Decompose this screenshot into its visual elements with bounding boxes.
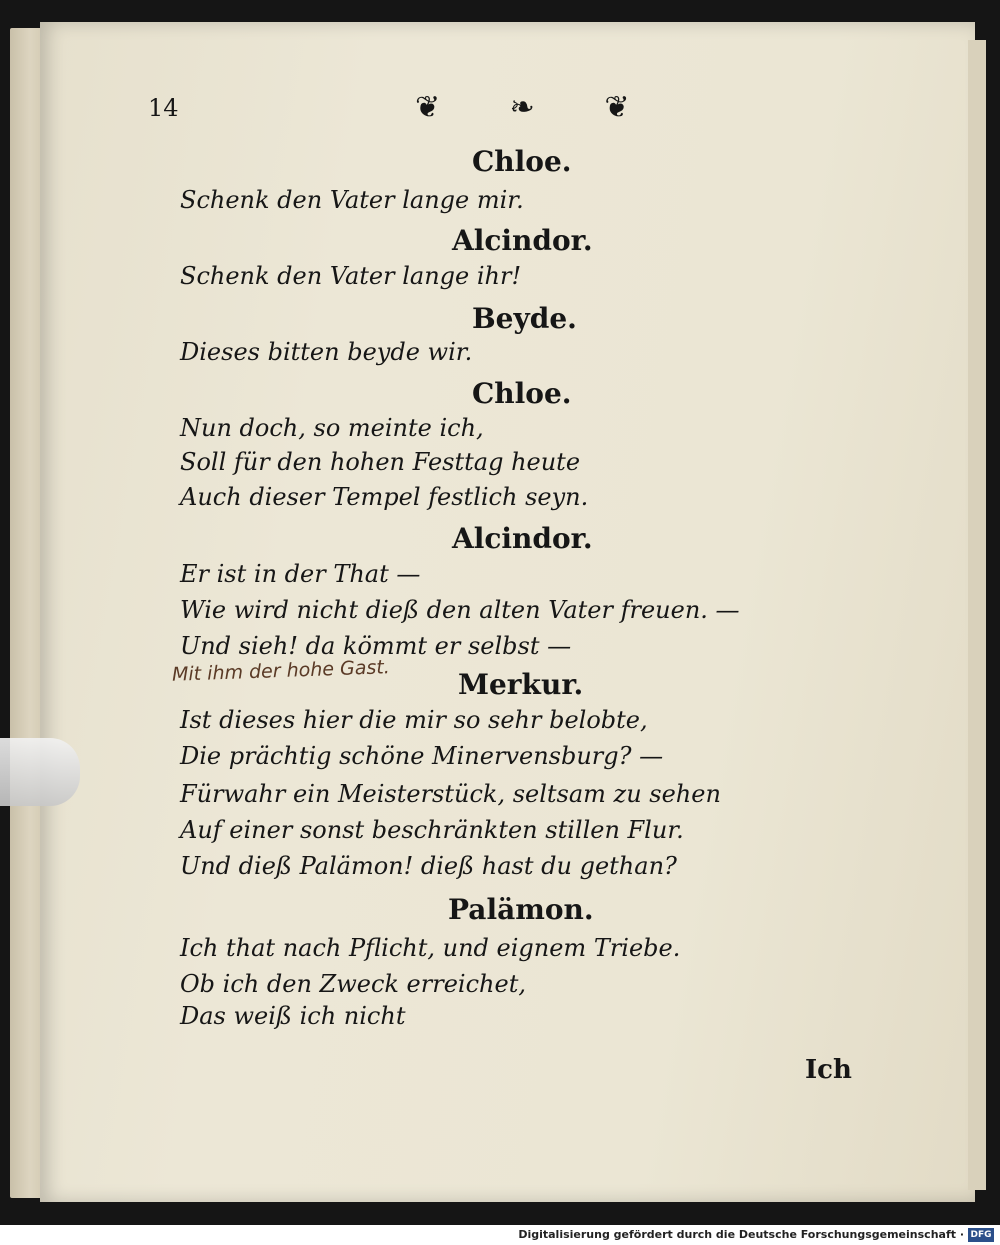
ornament-header-icon: ❦ ❧ ❦: [415, 90, 660, 125]
speaker-heading: Alcindor.: [452, 224, 593, 257]
next-page-edge: [968, 40, 986, 1190]
speaker-heading: Chloe.: [472, 377, 572, 410]
verse-line: Ist dieses hier die mir so sehr belobte,: [180, 706, 648, 734]
verse-line: Ob ich den Zweck erreichet,: [180, 970, 526, 998]
verse-line: Fürwahr ein Meisterstück, seltsam zu sehen: [180, 780, 721, 808]
speaker-heading: Alcindor.: [452, 522, 593, 555]
page-marker-tab: [0, 738, 80, 806]
page-number: 14: [148, 94, 179, 122]
verse-line: Die prächtig schöne Minervensburg? —: [180, 742, 664, 770]
catchword: Ich: [805, 1055, 852, 1085]
verse-line: Ich that nach Pflicht, und eignem Triebe.: [180, 934, 681, 962]
verse-line: Und sieh! da kömmt er selbst —: [180, 632, 572, 660]
dfg-logo-icon: DFG: [968, 1228, 994, 1242]
verse-line: Wie wird nicht dieß den alten Vater freuen. —: [180, 596, 740, 624]
footer-credit: Digitalisierung gefördert durch die Deutsche Forschungsgemeinschaft ·: [518, 1228, 964, 1241]
verse-line: Schenk den Vater lange ihr!: [180, 262, 522, 290]
verse-line: Schenk den Vater lange mir.: [180, 186, 524, 214]
verse-line: Auch dieser Tempel festlich seyn.: [180, 483, 589, 511]
verse-line: Dieses bitten beyde wir.: [180, 338, 473, 366]
speaker-heading: Beyde.: [472, 302, 577, 335]
verse-line: Nun doch, so meinte ich,: [180, 414, 484, 442]
verse-line: Soll für den hohen Festtag heute: [180, 448, 581, 476]
speaker-heading: Palämon.: [448, 893, 594, 926]
handwritten-annotation: Mit ihm der hohe Gast.: [171, 656, 391, 686]
speaker-heading: Merkur.: [458, 668, 584, 701]
verse-line: Das weiß ich nicht: [180, 1002, 406, 1030]
verse-line: Er ist in der That —: [180, 560, 421, 588]
verse-line: Und dieß Palämon! dieß hast du gethan?: [180, 852, 677, 880]
digitization-footer: [0, 1225, 1000, 1245]
verse-line: Auf einer sonst beschränkten stillen Flur.: [180, 816, 684, 844]
speaker-heading: Chloe.: [472, 145, 572, 178]
